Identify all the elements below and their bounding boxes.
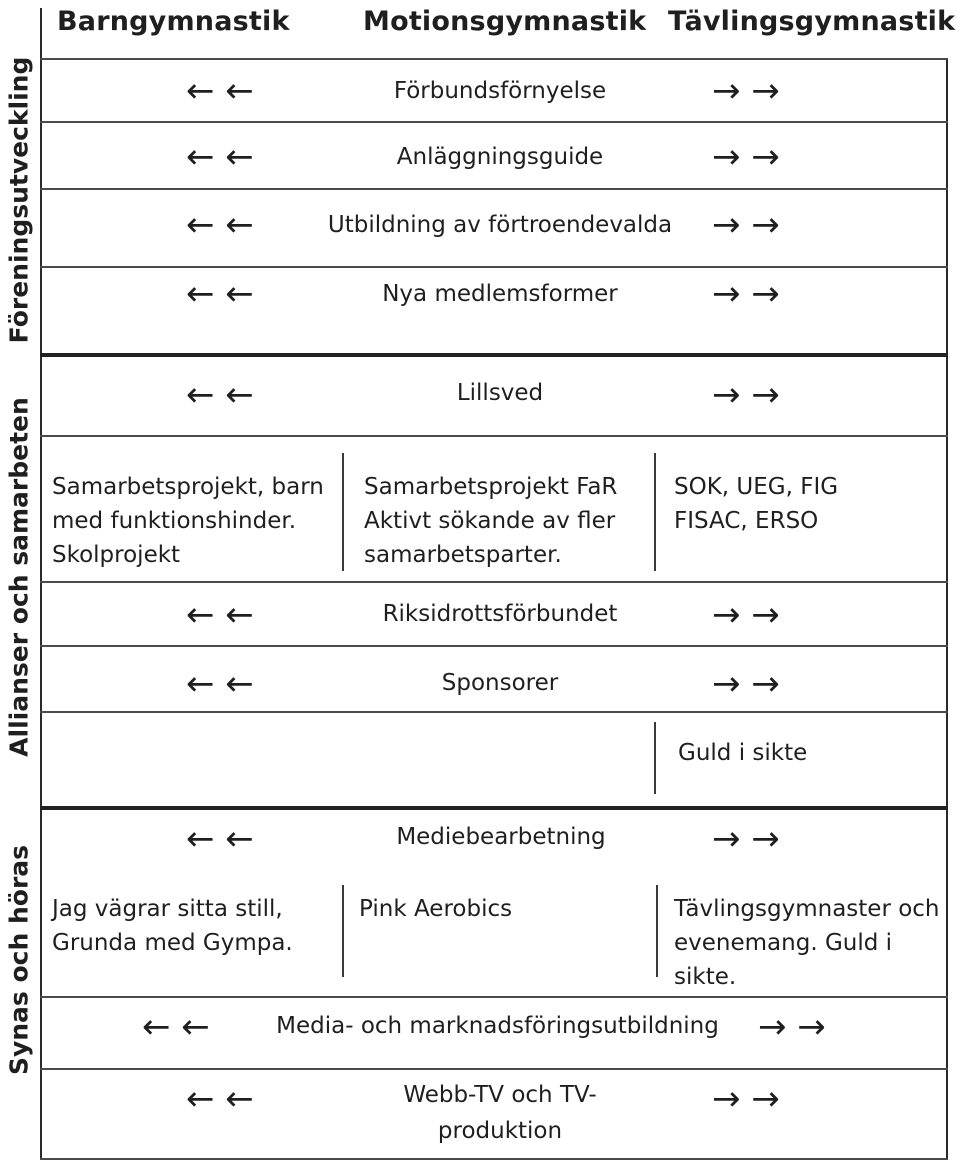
right-arrow-icon: → → [712, 664, 780, 704]
frame-bottom-border [40, 1158, 948, 1160]
column-divider [656, 885, 658, 977]
section-label-allianser: Allianser och samarbeten [4, 397, 34, 757]
row-divider [40, 581, 948, 583]
left-arrow-icon: ← ← [186, 664, 254, 704]
right-arrow-icon: → → [712, 819, 780, 859]
row-label-medlemsformer: Nya medlemsformer [382, 281, 618, 307]
row-divider [40, 121, 948, 123]
left-arrow-icon: ← ← [186, 595, 254, 635]
column-header-barngymnastik: Barngymnastik [57, 6, 290, 37]
left-arrow-icon: ← ← [186, 819, 254, 859]
left-arrow-icon: ← ← [186, 1079, 254, 1119]
left-arrow-icon: ← ← [186, 274, 254, 314]
row-divider [40, 266, 948, 268]
right-arrow-icon: → → [712, 1079, 780, 1119]
column-header-motionsgymnastik: Motionsgymnastik [363, 6, 647, 37]
row-divider [40, 996, 948, 998]
frame-right-border [946, 58, 948, 1160]
row-label-forbundsfornyelse: Förbundsförnyelse [393, 78, 607, 104]
column-divider [342, 885, 344, 977]
section-label-foreningsutveckling: Föreningsutveckling [4, 56, 34, 344]
right-arrow-icon: → → [712, 274, 780, 314]
cell-synas-barn: Jag vägrar sitta still, Grunda med Gympa. [52, 896, 293, 956]
cell-synas-tavling: Tävlingsgymnaster och evenemang. Guld i sikte. [674, 896, 940, 990]
row-label-anlaggningsguide: Anläggningsguide [396, 144, 604, 170]
row-divider [40, 188, 948, 190]
row-label-lillsved: Lillsved [456, 380, 544, 406]
row-label-webb-tv: Webb-TV och TV- [403, 1082, 597, 1108]
row-divider [40, 645, 948, 647]
row-label-produktion: produktion [437, 1118, 563, 1144]
row-divider [40, 711, 948, 713]
left-arrow-icon: ← ← [186, 375, 254, 415]
section-divider [40, 353, 948, 357]
frame-left-border [40, 8, 42, 1160]
row-label-utbildning: Utbildning av förtroendevalda [327, 212, 673, 238]
cell-allianser-tavling: SOK, UEG, FIG FISAC, ERSO [674, 474, 839, 534]
left-arrow-icon: ← ← [186, 205, 254, 245]
right-arrow-icon: → → [712, 205, 780, 245]
cell-guld-i-sikte: Guld i sikte [678, 740, 808, 766]
row-divider [40, 1068, 948, 1070]
row-label-marknadsforingsutbildning: Media- och marknadsföringsutbildning [276, 1013, 719, 1039]
row-divider [40, 435, 948, 437]
column-divider [342, 453, 344, 571]
row-label-riksidrottsforbundet: Riksidrottsförbundet [382, 601, 618, 627]
right-arrow-icon: → → [712, 137, 780, 177]
section-label-synas: Synas och höras [4, 844, 34, 1076]
left-arrow-icon: ← ← [142, 1007, 210, 1047]
row-label-sponsorer: Sponsorer [441, 670, 559, 696]
section-divider [40, 806, 948, 810]
header-divider [40, 58, 948, 60]
column-divider [654, 722, 656, 794]
row-label-mediebearbetning: Mediebearbetning [396, 824, 606, 850]
right-arrow-icon: → → [712, 595, 780, 635]
left-arrow-icon: ← ← [186, 137, 254, 177]
cell-synas-motion: Pink Aerobics [359, 896, 513, 922]
cell-allianser-barn: Samarbetsprojekt, barn med funktionshinder. Skolprojekt [52, 474, 324, 568]
right-arrow-icon: → → [758, 1007, 826, 1047]
left-arrow-icon: ← ← [186, 71, 254, 111]
column-header-tavlingsgymnastik: Tävlingsgymnastik [668, 6, 956, 37]
right-arrow-icon: → → [712, 71, 780, 111]
column-divider [654, 453, 656, 571]
right-arrow-icon: → → [712, 375, 780, 415]
cell-allianser-motion: Samarbetsprojekt FaR Aktivt sökande av fler samarbetsparter. [364, 474, 618, 568]
